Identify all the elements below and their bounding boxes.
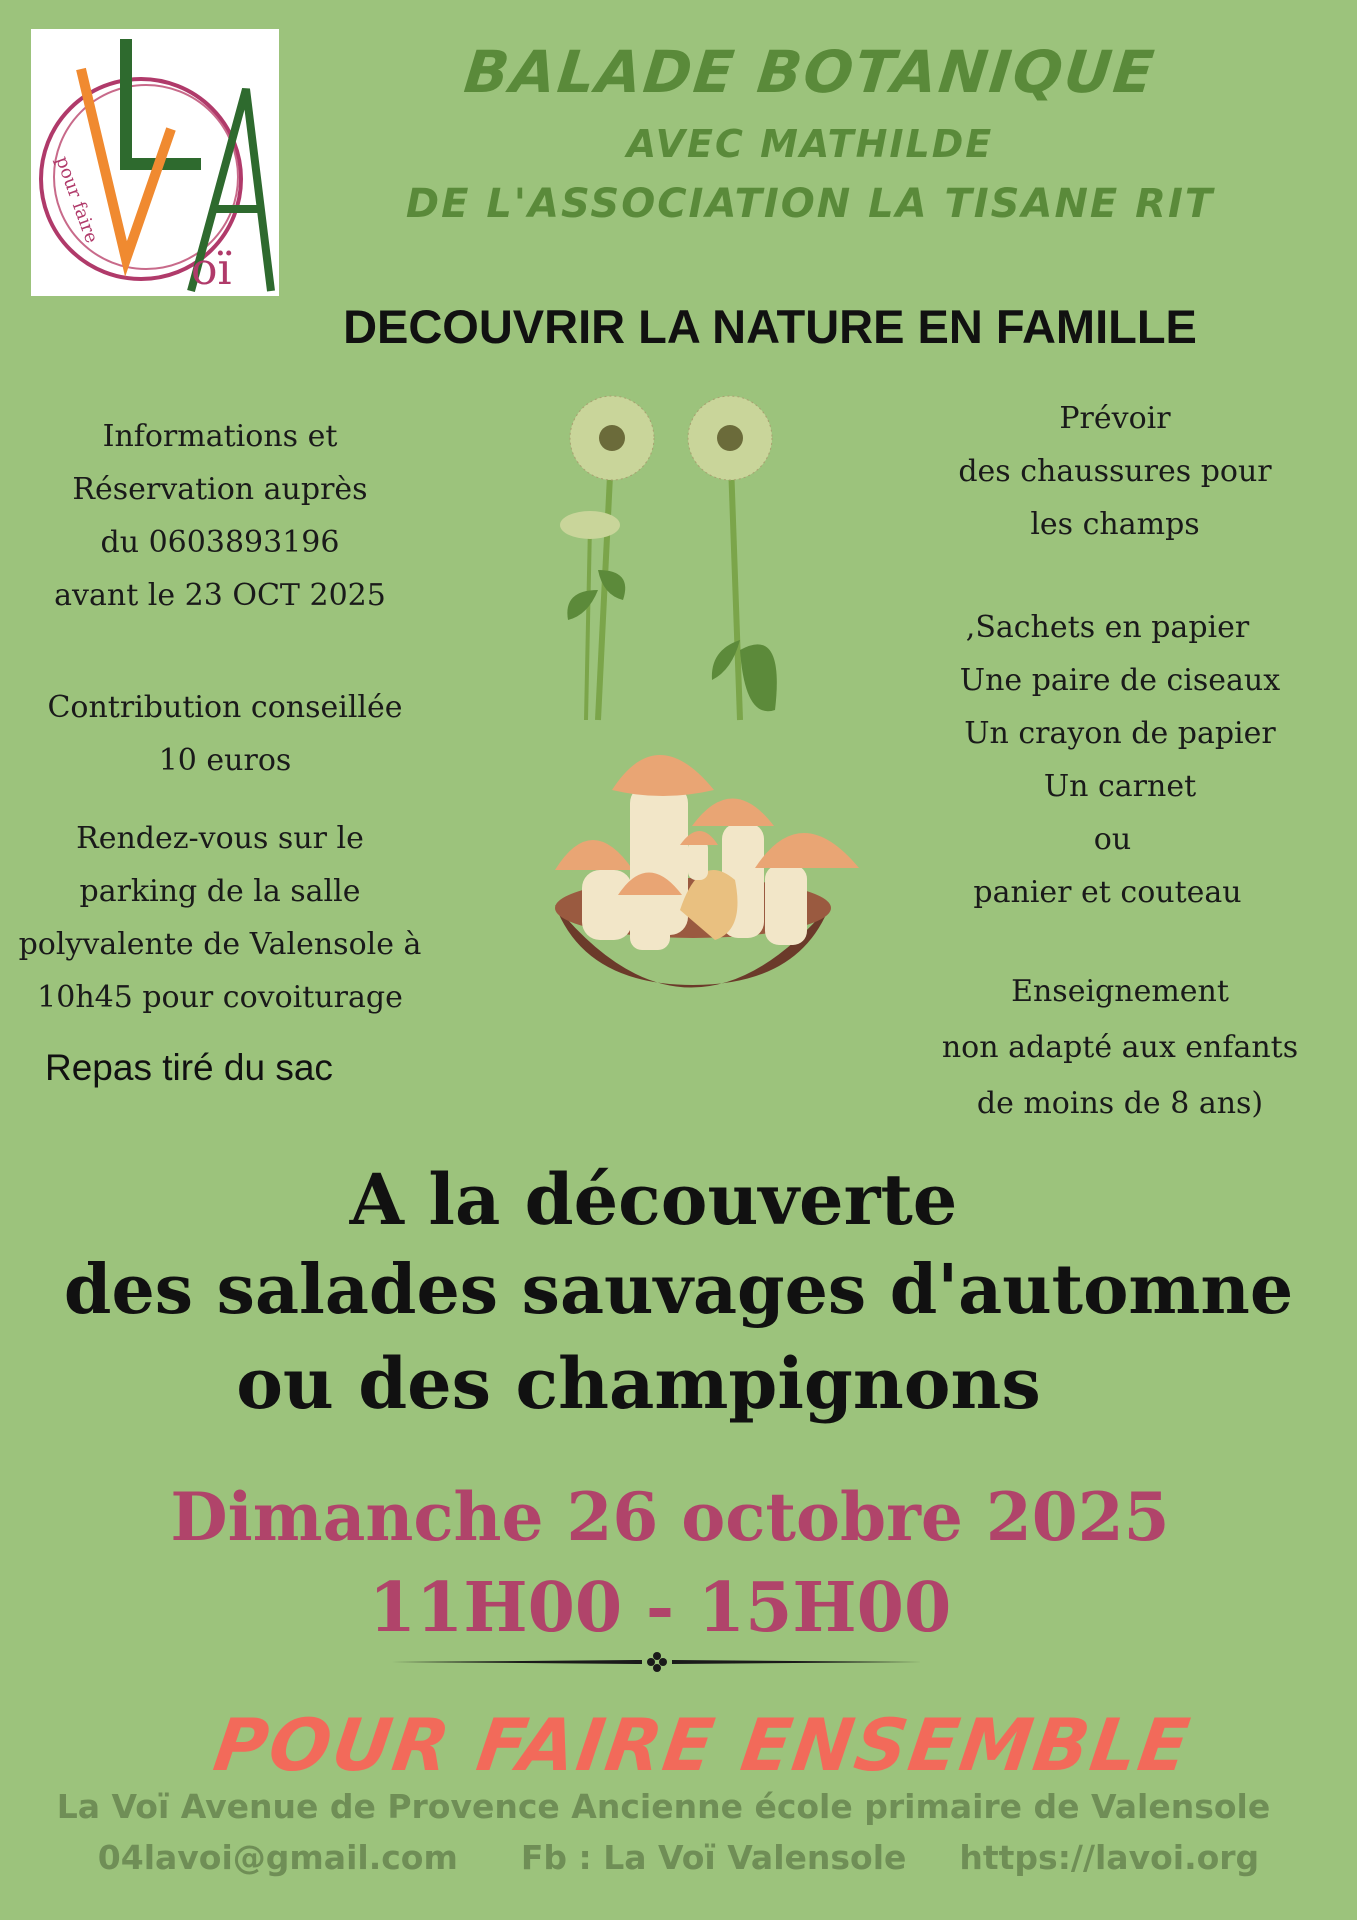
main-title-line: des salades sauvages d'automne	[63, 1250, 1294, 1330]
prevoir-info	[895, 392, 1335, 551]
list-item: panier et couteau	[973, 875, 1242, 910]
info-line: Réservation auprès	[72, 472, 368, 507]
svg-text:pour faire: pour faire	[51, 153, 103, 246]
info-line: Rendez-vous sur le	[76, 821, 364, 856]
info-line: non adapté aux enfants	[941, 1030, 1299, 1065]
event-time: 11H00 - 15H00	[368, 1568, 952, 1648]
info-line: 10 euros	[158, 743, 292, 778]
items-list	[900, 601, 1340, 919]
facebook-link[interactable]: Fb : La Voï Valensole	[520, 1838, 907, 1877]
reservation-info	[0, 410, 440, 622]
mushroom-bowl-icon	[555, 755, 859, 988]
info-line: 10h45 pour covoiturage	[37, 980, 403, 1015]
main-title-line: ou des champignons	[236, 1342, 1041, 1425]
email-link[interactable]: 04lavoi@gmail.com	[97, 1838, 458, 1877]
info-line: les champs	[1030, 507, 1200, 542]
header-title: BALADE BOTANIQUE	[461, 38, 1159, 106]
family-heading: DECOUVRIR LA NATURE EN FAMILLE	[343, 300, 1197, 353]
nature-illustration	[550, 390, 870, 1040]
header-association: DE L'ASSOCIATION LA TISANE RIT	[405, 181, 1215, 227]
la-voi-logo	[31, 29, 279, 296]
info-line: polyvalente de Valensole à	[18, 927, 422, 962]
list-item: ou	[1093, 822, 1132, 857]
enseignement-info	[900, 964, 1340, 1132]
main-title-line: A la découverte	[349, 1158, 958, 1241]
fleuron-divider-icon	[392, 1650, 922, 1674]
lunch-note: Repas tiré du sac	[45, 1047, 333, 1088]
list-item: Une paire de ciseaux	[959, 663, 1281, 698]
info-line: du 0603893196	[100, 525, 340, 560]
event-date: Dimanche 26 octobre 2025	[170, 1478, 1170, 1556]
footer-contacts	[0, 1838, 1357, 1877]
info-line: Enseignement	[1011, 974, 1229, 1009]
header-subtitle: AVEC MATHILDE	[626, 122, 994, 166]
dandelion-icon	[560, 396, 777, 720]
info-line: avant le 23 OCT 2025	[54, 578, 386, 613]
tagline: POUR FAIRE ENSEMBLE	[209, 1703, 1196, 1787]
info-line: Informations et	[102, 419, 338, 454]
info-line: Prévoir	[1059, 401, 1171, 436]
list-item: Un crayon de papier	[964, 716, 1276, 751]
rendezvous-info	[0, 812, 440, 1024]
list-item: ,Sachets en papier	[965, 610, 1250, 645]
info-line: Contribution conseillée	[47, 690, 403, 725]
footer-address: La Voï Avenue de Provence Ancienne école primaire de Valensole	[56, 1787, 1271, 1826]
svg-text:oï: oï	[191, 244, 232, 295]
contribution-info	[5, 681, 445, 787]
info-line: parking de la salle	[79, 874, 361, 909]
info-line: de moins de 8 ans)	[976, 1086, 1264, 1121]
info-line: des chaussures pour	[958, 454, 1272, 489]
list-item: Un carnet	[1043, 769, 1197, 804]
website-link[interactable]: https://lavoi.org	[959, 1838, 1260, 1877]
